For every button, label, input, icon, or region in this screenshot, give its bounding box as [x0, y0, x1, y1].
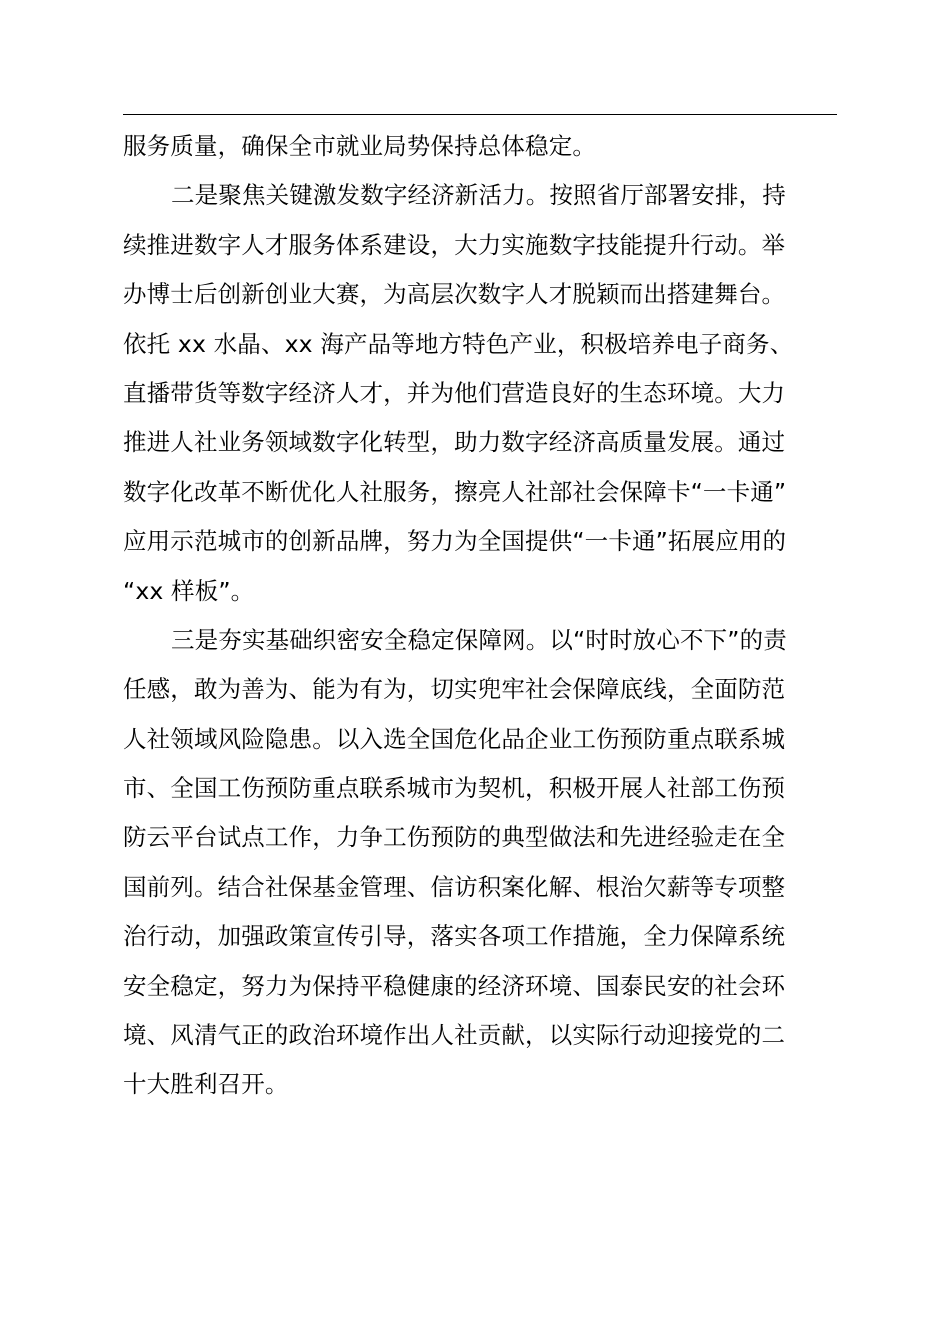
text-line: 直播带货等数字经济人才，并为他们营造良好的生态环境。大力 [123, 378, 786, 407]
text-line: 国前列。结合社保基金管理、信访积案化解、根治欠薪等专项整 [123, 872, 786, 901]
text-line: 安全稳定，努力为保持平稳健康的经济环境、国泰民安的社会环 [123, 971, 786, 1000]
paragraph-start-line: 二是聚焦关键激发数字经济新活力。按照省厅部署安排，持 [171, 181, 786, 210]
text-line: 应用示范城市的创新品牌，努力为全国提供“一卡通”拓展应用的 [123, 527, 787, 556]
text-line: “xx 样板”。 [123, 576, 255, 605]
text-line: 境、风清气正的政治环境作出人社贡献，以实际行动迎接党的二 [123, 1021, 786, 1050]
text-line: 任感，敢为善为、能为有为，切实兜牢社会保障底线，全面防范 [123, 675, 786, 704]
text-line: 数字化改革不断优化人社服务，擦亮人社部社会保障卡“一卡通” [123, 477, 787, 506]
text-line: 治行动，加强政策宣传引导，落实各项工作措施，全力保障系统 [123, 922, 786, 951]
text-line: 服务质量，确保全市就业局势保持总体稳定。 [123, 132, 596, 160]
header-rule [123, 114, 837, 115]
document-body [123, 122, 837, 1110]
text-line: 续推进数字人才服务体系建设，大力实施数字技能提升行动。举 [123, 230, 786, 259]
text-line: 推进人社业务领域数字化转型，助力数字经济高质量发展。通过 [123, 428, 786, 457]
paragraph-start-line: 三是夯实基础织密安全稳定保障网。以“时时放心不下”的责 [171, 625, 787, 654]
text-line: 市、全国工伤预防重点联系城市为契机，积极开展人社部工伤预 [123, 774, 786, 803]
text-line: 依托 xx 水晶、xx 海产品等地方特色产业，积极培养电子商务、 [123, 329, 794, 358]
text-line: 办博士后创新创业大赛，为高层次数字人才脱颖而出搭建舞台。 [123, 280, 786, 309]
text-line: 人社领域风险隐患。以入选全国危化品企业工伤预防重点联系城 [123, 724, 786, 753]
text-line: 十大胜利召开。 [123, 1070, 289, 1099]
text-line: 防云平台试点工作，力争工伤预防的典型做法和先进经验走在全 [123, 823, 786, 852]
